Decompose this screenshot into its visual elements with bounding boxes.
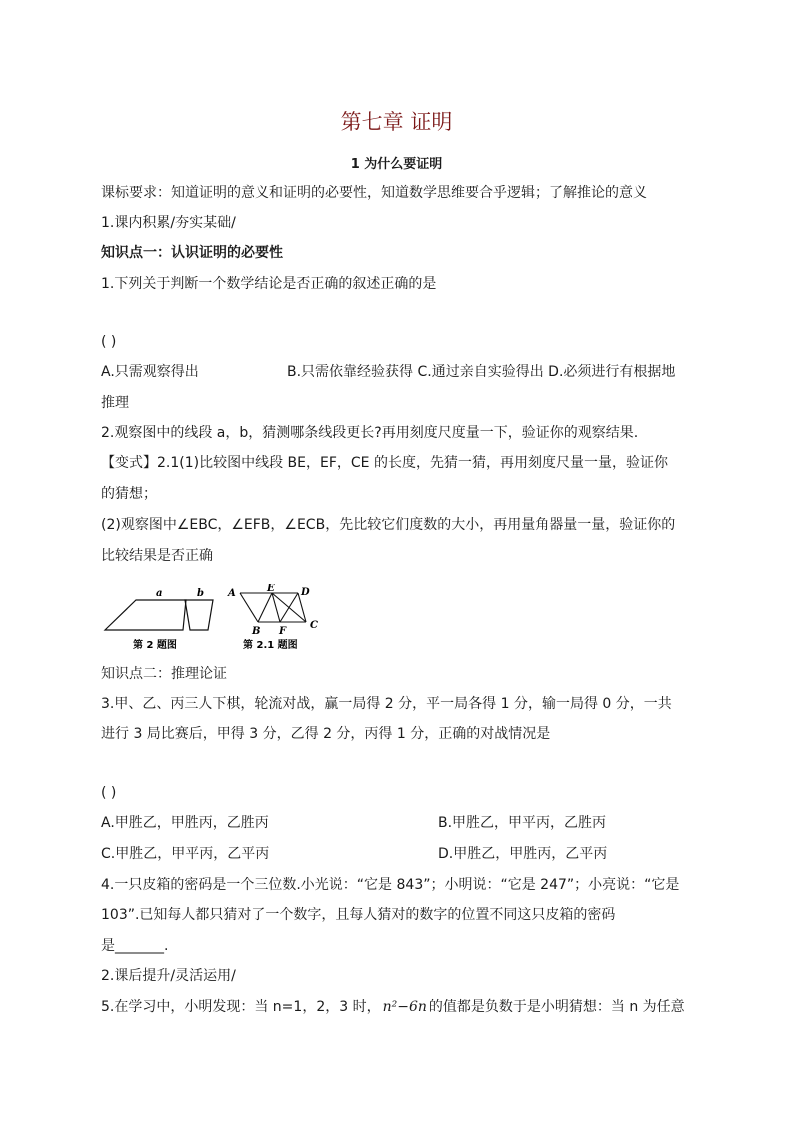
question-3-option-d: D.甲胜乙，甲胜丙，乙平丙 [438,846,608,862]
label-b: b [197,588,204,599]
parallelogram-figure [240,593,306,622]
section-heading-2: 2.课后提升/灵活运用/ [101,968,236,984]
question-4: 4.一只皮箱的密码是一个三位数.小光说：“它是 843”；小明说：“它是 247”；小亮说：“它是 [101,877,680,893]
question-3-option-a: A.甲胜乙，甲胜丙，乙胜丙 [101,815,269,831]
label-a: a [156,588,163,599]
knowledge-point-2: 知识点二：推理论证 [101,666,227,682]
label-E: E [267,584,275,594]
label-A: A [228,588,236,599]
figures-svg [100,584,330,654]
question-5-suffix: 的值都是负数于是小明猜想：当 n 为任意 [428,999,685,1015]
label-B: B [252,626,261,637]
question-1-paren: ( ) [101,334,117,350]
question-5 [101,998,685,1016]
question-1-options-bcd: B.只需依靠经验获得 C.通过亲自实验得出 D.必须进行有根据地 [287,364,676,380]
question-3-option-b: B.甲胜乙，甲平丙，乙胜丙 [438,815,607,831]
variant-2-1-part-1-cont: 的猜想； [101,486,157,502]
question-1-continuation: 推理 [101,395,129,411]
variant-2-1-part-1: 【变式】2.1(1)比较图中线段 BE，EF，CE 的长度，先猜一猜，再用刻度尺量一量，验证你 [101,455,668,471]
question-4-blank: 是_______. [101,938,169,954]
label-C: C [310,620,318,631]
variant-2-1-part-2: (2)观察图中∠EBC，∠EFB，∠ECB，先比较它们度数的大小，再用量角器量一量，验证你的 [101,517,676,533]
label-F: F [279,626,287,637]
knowledge-point-1: 知识点一：认识证明的必要性 [101,245,283,261]
question-2: 2.观察图中的线段 a，b，猜测哪条线段更长?再用刻度尺度量一下，验证你的观察结果. [101,425,639,441]
figure-2-caption: 第 2 题图 [133,640,177,651]
figure-2-1-caption: 第 2.1 题图 [243,640,298,651]
chapter-title: 第七章 证明 [340,110,453,134]
section-heading-1: 1.课内积累/夯实某础/ [101,215,236,231]
question-figures [100,584,330,658]
question-3-paren: ( ) [101,785,117,801]
question-3-continuation: 进行 3 局比赛后，甲得 3 分，乙得 2 分，丙得 1 分，正确的对战情况是 [101,726,551,742]
section-title: 1 为什么要证明 [350,157,443,172]
small-trapezoid-shape [185,600,213,630]
curriculum-requirement: 课标要求：知道证明的意义和证明的必要性，知道数学思维要合乎逻辑；了解推论的意义 [101,185,647,201]
label-D: D [301,587,310,598]
question-4-continuation: 103”.已知每人都只猜对了一个数字，且每人猜对的数字的位置不同这只皮箱的密码 [101,907,616,923]
trapezoid-shape [105,600,186,630]
question-3: 3.甲、乙、丙三人下棋，轮流对战，赢一局得 2 分，平一局各得 1 分，输一局得 0 分，一共 [101,696,672,712]
question-1-option-a: A.只需观察得出 [101,364,199,380]
question-5-expression: n²−6n [382,999,427,1015]
question-3-option-c: C.甲胜乙，甲平丙，乙平丙 [101,846,270,862]
variant-2-1-part-2-cont: 比较结果是否正确 [101,548,213,564]
question-5-prefix: 5.在学习中，小明发现：当 n=1，2，3 时， [101,999,381,1015]
question-1: 1.下列关于判断一个数学结论是否正确的叙述正确的是 [101,276,437,292]
